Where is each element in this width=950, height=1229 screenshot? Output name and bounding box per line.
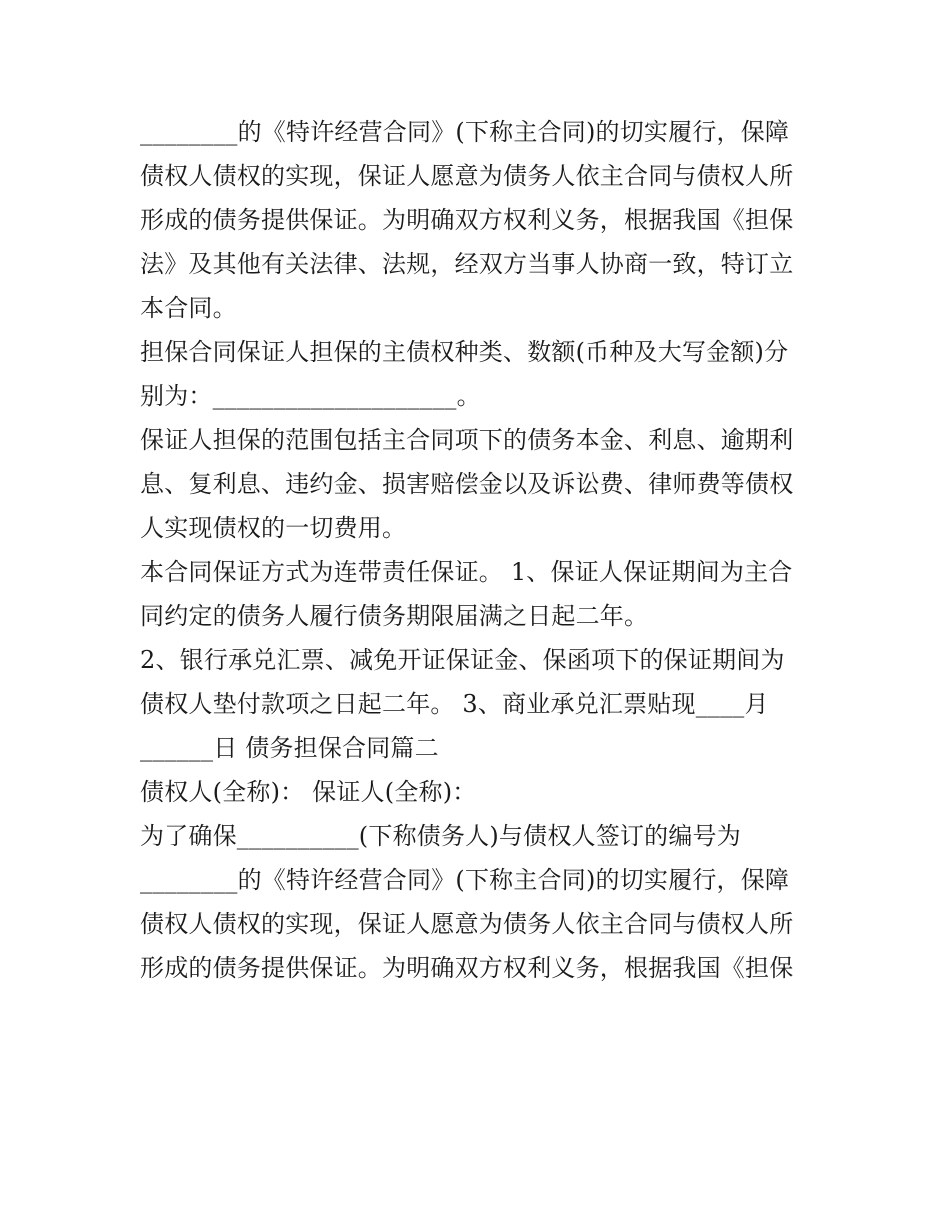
- text-line: 债权人垫付款项之日起二年。 3、商业承兑汇票贴现____月: [140, 690, 769, 718]
- text-line: 债权人(全称)： 保证人(全称)：: [140, 778, 477, 806]
- text-line: 保证人担保的范围包括主合同项下的债务本金、利息、逾期利: [140, 426, 794, 454]
- text-line: 担保合同保证人担保的主债权种类、数额(币种及大写金额)分: [140, 338, 789, 366]
- text-line: 为了确保__________(下称债务人)与债权人签订的编号为: [140, 822, 741, 850]
- text-line: ______日 债务担保合同篇二: [140, 734, 439, 762]
- contract-body-text: [140, 110, 820, 990]
- text-line: 别为：____________________。: [140, 382, 481, 410]
- text-line: 形成的债务提供保证。为明确双方权利义务，根据我国《担保: [140, 206, 794, 234]
- text-line: ________的《特许经营合同》(下称主合同)的切实履行，保障: [140, 118, 790, 146]
- text-line: 法》及其他有关法律、法规，经双方当事人协商一致，特订立: [140, 250, 794, 278]
- text-line: 形成的债务提供保证。为明确双方权利义务，根据我国《担保: [140, 954, 794, 982]
- text-line: 息、复利息、违约金、损害赔偿金以及诉讼费、律师费等债权: [140, 470, 794, 498]
- text-line: 债权人债权的实现，保证人愿意为债务人依主合同与债权人所: [140, 910, 794, 938]
- text-line: 债权人债权的实现，保证人愿意为债务人依主合同与债权人所: [140, 162, 794, 190]
- text-line: 同约定的债务人履行债务期限届满之日起二年。: [140, 602, 649, 630]
- text-line: 2、银行承兑汇票、减免开证保证金、保函项下的保证期间为: [140, 646, 785, 674]
- text-line: ________的《特许经营合同》(下称主合同)的切实履行，保障: [140, 866, 790, 894]
- text-line: 人实现债权的一切费用。: [140, 514, 407, 542]
- text-line: 本合同保证方式为连带责任保证。 1、保证人保证期间为主合: [140, 558, 793, 586]
- text-line: 本合同。: [140, 294, 237, 322]
